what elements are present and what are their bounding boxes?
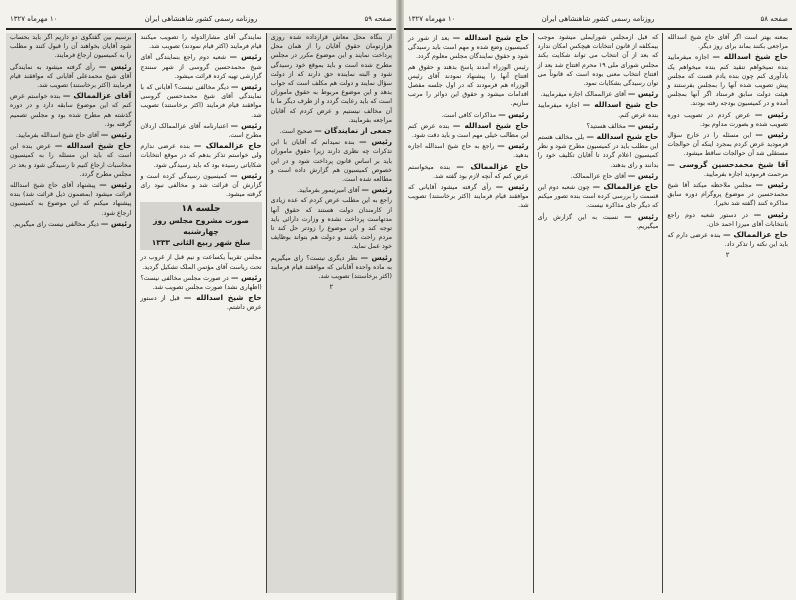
paragraph: [10, 180, 131, 218]
speaker-name: آقای عزالممالک —: [62, 91, 132, 101]
paragraph: [10, 91, 131, 129]
paragraph: [271, 185, 392, 195]
speaker-name: رئیس —: [360, 252, 392, 262]
paragraph-text: بنده نمیدانم که آقایان با این تذکرات چه نظری دارند زیرا حقوق ماموران باید بر اساس قانون پرداخت شود و در این خصوص کمیسیون هم گزارش داده است و مطالعه شده است.: [270, 139, 392, 184]
paragraph: [140, 273, 261, 292]
page-number: ۲: [725, 251, 730, 260]
paragraph: [10, 141, 131, 179]
paragraph-text: بنده عرضی دارم که باید این نکته را تذکر داد.: [667, 232, 788, 249]
paragraph: [271, 137, 392, 184]
paragraph-text: مجلس ملاحظه میکند آقا شیخ محمدحسین در موضوع پروگرام دوره سابق مذاکره کنند (گفته شد نخیر).: [667, 182, 788, 208]
paragraph: [140, 33, 261, 51]
paragraph: [10, 33, 131, 61]
newspaper-title: روزنامه رسمی کشور شاهنشاهی ایران: [144, 15, 258, 23]
paragraph: [271, 253, 392, 282]
issue-date: ۱۰ مهرماه ۱۳۲۷: [10, 15, 58, 23]
page-label: صفحه ۵۸: [760, 15, 788, 23]
paragraph: [140, 121, 261, 140]
paragraph: [408, 63, 529, 109]
paragraph-text: پیشنهاد آقای حاج شیخ اسدالله قرائت میشود (بمضمون ذیل قرائت شد) بنده پیشنهاد میکنم که این موضوع به کمیسیون ارجاع شود.: [10, 182, 132, 217]
paragraph: [10, 219, 131, 229]
speaker-name: رئیس —: [755, 180, 788, 190]
paragraph-text: مجلس تقریباً یکساعت و نیم قبل از غروب در تحت ریاست آقای مؤتمن الملک تشکیل گردید.: [140, 254, 262, 271]
speaker-name: رئیس —: [230, 170, 262, 180]
speaker-name: رئیس —: [99, 180, 132, 190]
paragraph: [140, 253, 261, 271]
paragraph: [10, 130, 131, 140]
speaker-name: رئیس —: [497, 141, 529, 151]
speaker-name: رئیس —: [361, 185, 392, 195]
speaker-name: رئیس —: [229, 52, 262, 62]
paragraph-text: راجع به این مطلب عرض کردم که عده زیادی از کارمندان دولت هستند که حقوق آنها مدتهاست پرداخت نشده و وزارت دارائی باید توجه کند و این موضوع را زودتر حل کند تا مردم راحت باشند و دولت هم بتواند بوظایف خود عمل نماید.: [270, 197, 392, 251]
paragraph: [667, 130, 788, 159]
page-header: [6, 6, 396, 30]
speaker-name: رئیس —: [100, 130, 132, 140]
paragraph: [538, 171, 659, 181]
paragraph-text: اجازه میفرمایید بنده عرض کنم.: [537, 102, 659, 119]
text-column: [135, 33, 265, 593]
speaker-name: رئیس —: [753, 209, 788, 219]
speaker-name: رئیس —: [627, 170, 659, 180]
text-column: [266, 33, 396, 593]
speaker-name: رئیس —: [624, 211, 659, 221]
speaker-name: حاج عزالممالک —: [193, 141, 262, 151]
paragraph-text: دیگر مخالفی نیست رای میگیریم.: [12, 220, 99, 228]
paragraph: [538, 212, 659, 231]
speaker-name: حاج شیخ اسدالله —: [183, 293, 262, 303]
speaker-name: حاج شیخ اسدالله —: [582, 100, 659, 110]
page-number: ۲: [329, 283, 334, 292]
paragraph-text: صحیح است.: [279, 128, 313, 136]
paragraph-text: مذاکرات کافی است.: [441, 111, 497, 119]
paragraph-text: در صورت مجلس مخالفی نیست؟ (اظهاری نشد) صورت مجلس تصویب شد.: [140, 274, 262, 292]
newspaper-title: روزنامه رسمی کشور شاهنشاهی ایران: [541, 15, 655, 23]
speaker-name: حاج عزالممالک —: [723, 230, 788, 240]
paragraph-text: راجع به حاج شیخ اسدالله اجازه بدهید.: [407, 143, 529, 160]
speaker-name: رئیس —: [100, 218, 132, 228]
text-column: [533, 33, 663, 593]
issue-date: ۱۰ مهرماه ۱۳۲۷: [408, 15, 456, 23]
paragraph: [271, 33, 392, 125]
paragraph-text: اجازه میفرمایید بنده نمیخواهم تنقید کنم بنده میخواهم یک یادآوری کنم چون بنده یادم هست که مجلس پیش تصویب شده آنها را بمجلس بفرستند و هیئت دولت سابق فرستاد اگر آنها بمجلس آمده و در کمیسیون بودجه رفته بودند.: [667, 54, 788, 108]
text-column: [6, 33, 135, 593]
paragraph-text: که قبل ازمجلس شورایملی میشود موجب بیمکلفه از قانون انتخابات هیچکس امکان ندارد که بعد از آن انتخاب می تواند شکایت بکند مجلس شورای ملی ۱۹ محرم افتتاح شد بعد از افتتاح انتخاب معنی بوده است که قانوناً می توان رسیدگی بشکایات نمود.: [537, 34, 659, 88]
paragraph-text: چون شعبه دوم این قسمت را بررسی کرده است بنده تصور میکنم که دیگر جای مذاکره نیست.: [537, 184, 659, 210]
speaker-name: رئیس —: [359, 137, 392, 147]
speaker-name: حاج شیخ اسدالله —: [452, 33, 529, 42]
paragraph: [10, 62, 131, 91]
paragraph-text: قبل از دستور عرض داشتم.: [140, 295, 262, 312]
paragraph: [538, 121, 659, 131]
paragraph-text: بنده عرض کنم این مطالب خیلی مهم است و باید دقت شود.: [407, 122, 529, 140]
right-page: [404, 6, 792, 596]
paragraph: [538, 182, 659, 211]
paragraph-text: نسبت به این گزارش رأی میگیریم.: [537, 213, 659, 230]
paragraph-text: بنده عرضی ندارم ولی خواستم تذکر بدهم که در موقع انتخابات شکایاتی رسیده بود که باید رسیدگی شود.: [140, 143, 262, 169]
paragraph-text: از بنگاه محل معاش قرارداده شده روزی هزارتومان حقوق آقایان را از همان محل پرداخت نمایند و این موضوع مکرر در مجلس مطرح شده است و باید بموقع خود رسیدگی شود و البته نماینده حق دارند که از دولت سؤال نمایند و دولت هم مکلف است که جواب بدهد و این موضوع مربوط به حقوق ماموران است که باید رعایت گردد و از طرف دیگر ما با آن مخالف نیستیم و عرض کردم که آقایان مراجعه بفرمایند.: [270, 34, 392, 124]
session-title: جلسه ۱۸: [181, 204, 221, 215]
text-column: [662, 33, 792, 593]
paragraph-text: اعتبارنامه آقای عزالممالک اردلان مطرح است.: [140, 122, 262, 140]
paragraph-text: کمیسیون رسیدگی کرده است و گزارش آن قرائت شد و مخالفی نبود رای گرفته میشود.: [140, 172, 262, 199]
paragraph: [408, 141, 529, 160]
paragraph-text: مرحمت فرمودید اجازه بفرمایید.: [703, 170, 788, 178]
paragraph: [140, 52, 261, 81]
paragraph-text: بلی مخالف هستم این مطلب باید در کمیسیون مطرح شود و نظر کمیسیون اعلام گردد تا آقایان تکلیف خود را بدانند و رای بدهند.: [537, 134, 659, 169]
speaker-name: رئیس —: [498, 109, 529, 119]
paragraph-text: شعبه دوم راجع بنمایندگی آقای شیخ محمدحسین گروسی از شهر سنندج گزارشی تهیه کرده قرائت میشود.: [140, 54, 262, 80]
paragraph: [538, 132, 659, 170]
paragraph: [408, 33, 529, 62]
paragraph: [667, 180, 788, 209]
paragraph: [667, 33, 788, 51]
session-line: سلخ شهر ربیع الثانی ۱۳۳۳: [151, 238, 251, 248]
paragraph: [667, 52, 788, 108]
paragraph: [140, 82, 261, 120]
paragraph-text: آقای حاج عزالممالک.: [570, 172, 626, 180]
paragraph-text: رأی گرفته میشود به نمایندگی آقای شیخ محمدعلی آقایانی که موافقند قیام فرمایند (اکثر برخاستند) تصویب شد.: [10, 63, 132, 90]
speaker-name: رئیس —: [754, 109, 788, 119]
paragraph-text: نمایندگی آقای مشارالدوله را تصویب میکنند قیام فرمایند (اکثر قیام نمودند) تصویب شد.: [140, 34, 262, 51]
page-header: [404, 6, 792, 30]
speaker-name: رئیس —: [98, 61, 132, 71]
paragraph: [140, 141, 261, 170]
paragraph: [408, 182, 529, 211]
paragraph-text: برسیم بین گفتگوی دو داریم اگر باید بحساب شود آقایان بخواهند آن را قبول کنند و مطلب را به کمیسیون ارجاع فرمایند.: [10, 34, 132, 60]
paragraph-text: آقای حاج شیخ اسدالله بفرمایید.: [16, 132, 99, 140]
paragraph: [271, 196, 392, 251]
speaker-name: رئیس —: [495, 182, 529, 192]
paragraph: [140, 171, 261, 200]
speaker-name: جمعی از نمایندگان —: [314, 126, 392, 136]
speaker-name: حاج شیخ اسدالله —: [54, 141, 132, 151]
columns: [6, 33, 396, 593]
paragraph-text: در دستور شعبه دوم راجع بانتخابات آقای میرزا احمد خان.: [667, 211, 788, 228]
paragraph-text: بعد از شور در کمیسیون وضع شده و مهم است باید رسیدگی شود و حقوق نمایندگان مجلس معلوم گردد.: [407, 35, 529, 61]
paragraph-text: نظر دیگری نیست؟ رای میگیریم به ماده واحده آقایانی که موافقند قیام فرمایند (اکثر برخاستند) تصویب شد.: [270, 254, 392, 281]
paragraph-text: مخالف هستید؟: [586, 122, 626, 130]
paragraph: [667, 230, 788, 249]
columns: [404, 33, 792, 593]
speaker-name: آقا شیخ محمدحسین گروسی —: [667, 159, 788, 169]
paragraph: [667, 160, 788, 179]
session-heading: [140, 202, 261, 250]
speaker-name: حاج عزالممالک —: [592, 182, 659, 192]
paragraph: [408, 162, 529, 181]
paragraph-text: این مسئله را در خارج سؤال فرمودید عرض کردم بمجرد اینکه آن حوالجات مستقلی شد آن حوالجات ساقط میشود.: [667, 132, 788, 158]
speaker-name: رئیس —: [231, 82, 262, 92]
paragraph: [667, 210, 788, 229]
paragraph-text: رأی گرفته میشود آقایانی که موافقند قیام فرمایند (اکثر برخاستند) تصویب شد.: [407, 184, 529, 210]
speaker-name: حاج شیخ اسدالله —: [586, 132, 659, 142]
paragraph-text: بنده خواستم عرض کنم که این موضوع سابقه دارد و در دوره گذشته هم مطرح شده بود و مجلس تصمیم گرفته بود.: [10, 93, 132, 128]
paragraph-text: رئیس الوزراء آمدند پاسخ بدهند و حقوق هم افتتاح آنها را پیشنهاد نمودند آقای رئیس الوزراء هم فرمودند که در اول جلسه مفصل اقدامات میشود و حقوق این دوائر را مرتب سازیم.: [407, 63, 529, 108]
paragraph: [538, 100, 659, 119]
paragraph: [538, 89, 659, 99]
paragraph: [140, 293, 261, 312]
paragraph-text: آقای امیرتیمور بفرمایید.: [297, 187, 360, 195]
speaker-name: رئیس —: [627, 120, 659, 130]
speaker-name: رئیس —: [230, 120, 262, 130]
paragraph: [408, 121, 529, 140]
paragraph-text: بنده میخواستم عرض کنم که آنچه لازم بود گفته شد.: [407, 163, 529, 180]
speaker-name: حاج شیخ اسدالله —: [452, 120, 529, 130]
paragraph-text: بمعنه بهتر است اگر آقای حاج شیخ اسدالله مراجعی بکنند بماند برای روز دیگر.: [667, 34, 788, 51]
speaker-name: حاج عزالممالک —: [456, 161, 529, 171]
paragraph-text: آقای عزالممالک اجازه میفرمایید.: [540, 91, 626, 99]
speaker-name: رئیس —: [230, 272, 262, 282]
paragraph: [271, 126, 392, 136]
paragraph: [408, 110, 529, 120]
speaker-name: رئیس —: [627, 89, 659, 99]
page-label: صفحه ۵۹: [364, 15, 392, 23]
left-page: [6, 6, 396, 596]
paragraph-text: عرض بنده این است که باید این مسئله را به کمیسیون محاسبات ارجاع کنیم تا رسیدگی شود و بعد در مجلس مطرح گردد.: [10, 143, 132, 178]
speaker-name: رئیس —: [755, 130, 788, 140]
paragraph: [538, 33, 659, 88]
session-line: صورت مشروح مجلس روز چهارشنبه: [153, 216, 249, 237]
paragraph-text: دیگر مخالفی نیست؟ آقایانی که با نمایندگی آقای شیخ محمدحسین گروسی موافقند قیام فرمایند (اکثر برخاستند) تصویب شد.: [140, 84, 262, 119]
page-gutter: [396, 0, 404, 600]
text-column: [404, 33, 533, 593]
paragraph: [667, 110, 788, 129]
paragraph-text: عرض کردم در تصویب دوره تصویب شده و بصورت مداوم بود.: [667, 111, 788, 128]
speaker-name: حاج شیخ اسدالله —: [712, 52, 788, 62]
